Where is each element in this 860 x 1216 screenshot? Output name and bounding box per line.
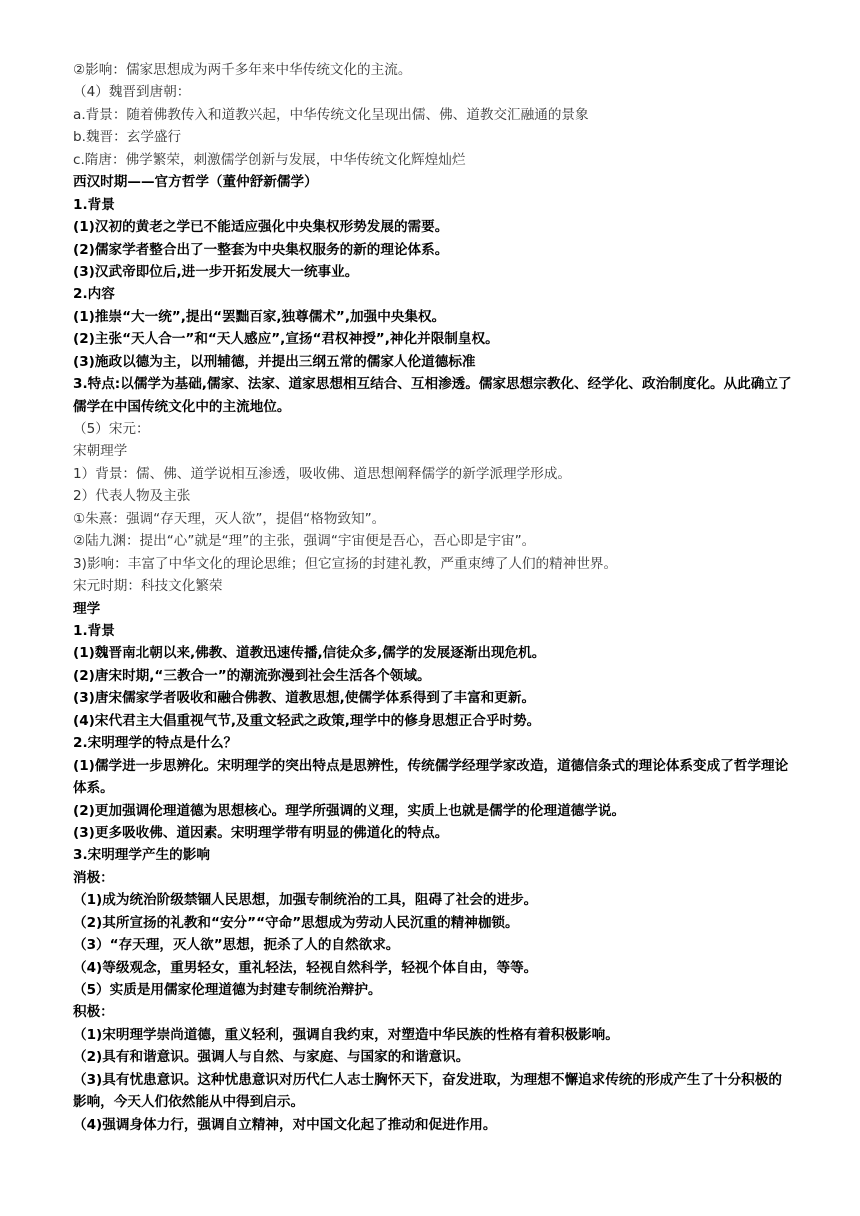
text-line: (2)主张“天人合一”和“天人感应”,宣扬“君权神授”,神化并限制皇权。 xyxy=(73,331,499,348)
text-line: (1)魏晋南北朝以来,佛教、道教迅速传播,信徒众多,儒学的发展逐渐出现危机。 xyxy=(73,645,546,662)
subheading: 积极： xyxy=(73,1004,114,1021)
subheading: 宋元时期：科技文化繁荣 xyxy=(73,578,223,595)
text-line: ①朱熹：强调“存天理，灭人欲”，提倡“格物致知”。 xyxy=(73,510,386,527)
subheading: 3.宋明理学产生的影响 xyxy=(73,847,210,864)
text-line: （4)等级观念，重男轻女，重礼轻法，轻视自然科学，轻视个体自由，等等。 xyxy=(73,959,538,976)
text-line: (1)推崇“大一统”,提出“罢黜百家,独尊儒术”,加强中央集权。 xyxy=(73,308,446,325)
subheading: 消极： xyxy=(73,869,114,886)
text-line: （4)强调身体力行，强调自立精神，对中国文化起了推动和促进作用。 xyxy=(73,1116,497,1133)
subheading: 宋朝理学 xyxy=(73,443,128,460)
text-line: （1)宋明理学崇尚道德，重义轻利，强调自我约束，对塑造中华民族的性格有着积极影响。 xyxy=(73,1026,619,1043)
text-line: (3)更多吸收佛、道因素。宋明理学带有明显的佛道化的特点。 xyxy=(73,824,449,841)
subheading: 2）代表人物及主张 xyxy=(73,488,191,505)
text-line: ②陆九渊：提出“心”就是“理”的主张，强调“宇宙便是吾心，吾心即是宇宙”。 xyxy=(73,533,536,550)
subheading: 2.内容 xyxy=(73,286,115,303)
text-line: ②影响：儒家思想成为两千多年来中华传统文化的主流。 xyxy=(73,62,412,78)
subheading: 1.背景 xyxy=(73,196,115,213)
text-paragraph: （3)具有忧患意识。这种忧患意识对历代仁人志士胸怀天下，奋发进取，为理想不懈追求传统的形成产生了十分积极的影响，今天人们依然能从中得到启示。 xyxy=(73,1071,782,1111)
text-line: b.魏晋：玄学盛行 xyxy=(73,129,182,146)
section-heading: （5）宋元： xyxy=(73,421,150,438)
text-line: c.隋唐：佛学繁荣，刺激儒学创新与发展，中华传统文化辉煌灿烂 xyxy=(73,151,466,168)
text-paragraph: 3.特点:以儒学为基础,儒家、法家、道家思想相互结合、互相渗透。儒家思想宗教化、经学化、政治制度化。从此确立了儒学在中国传统文化中的主流地位。 xyxy=(73,376,792,415)
section-heading: 西汉时期——官方哲学（董仲舒新儒学） xyxy=(73,174,318,191)
document-body xyxy=(73,59,795,1136)
text-line: a.背景：随着佛教传入和道教兴起，中华传统文化呈现出儒、佛、道教交汇融通的景象 xyxy=(73,106,589,123)
text-line: 1）背景：儒、佛、道学说相互渗透，吸收佛、道思想阐释儒学的新学派理学形成。 xyxy=(73,465,572,482)
text-line: （3）“存天理，灭人欲”思想，扼杀了人的自然欲求。 xyxy=(73,937,400,954)
text-line: （1)成为统治阶级禁锢人民思想，加强专制统治的工具，阻碍了社会的进步。 xyxy=(73,892,538,909)
text-line: （5）实质是用儒家伦理道德为封建专制统治辩护。 xyxy=(73,982,382,998)
text-line: (3)施政以德为主，以刑辅德，并提出三纲五常的儒家人伦道德标准 xyxy=(73,353,476,370)
text-line: （2)具有和谐意识。强调人与自然、与家庭、与国家的和谐意识。 xyxy=(73,1049,470,1066)
section-heading: （4）魏晋到唐朝： xyxy=(73,84,191,101)
text-line: (2)唐宋时期,“三教合一”的潮流弥漫到社会生活各个领域。 xyxy=(73,667,431,684)
text-line: (3)唐宋儒家学者吸收和融合佛教、道教思想,使儒学体系得到了丰富和更新。 xyxy=(73,690,536,707)
text-line: (2)更加强调伦理道德为思想核心。理学所强调的义理，实质上也就是儒学的伦理道德学说。 xyxy=(73,802,626,819)
text-line: (4)宋代君主大倡重视气节,及重文轻武之政策,理学中的修身思想正合乎时势。 xyxy=(73,712,541,729)
text-line: (3)汉武帝即位后,进一步开拓发展大一统事业。 xyxy=(73,263,359,280)
text-line: （2)其所宣扬的礼教和“安分”“守命”思想成为劳动人民沉重的精神枷锁。 xyxy=(73,914,519,931)
text-line: (2)儒家学者整合出了一整套为中央集权服务的新的理论体系。 xyxy=(73,241,449,258)
text-line: 3)影响：丰富了中华文化的理论思维；但它宣扬的封建礼教，严重束缚了人们的精神世界。 xyxy=(73,555,618,572)
section-heading: 理学 xyxy=(73,600,101,617)
subheading: 2.宋明理学的特点是什么？ xyxy=(73,735,238,752)
subheading: 1.背景 xyxy=(73,622,115,639)
text-paragraph: (1)儒学进一步思辨化。宋明理学的突出特点是思辨性，传统儒学经理学家改造，道德信条式的理论体系变成了哲学理论体系。 xyxy=(73,757,789,797)
text-line: (1)汉初的黄老之学已不能适应强化中央集权形势发展的需要。 xyxy=(73,219,449,236)
